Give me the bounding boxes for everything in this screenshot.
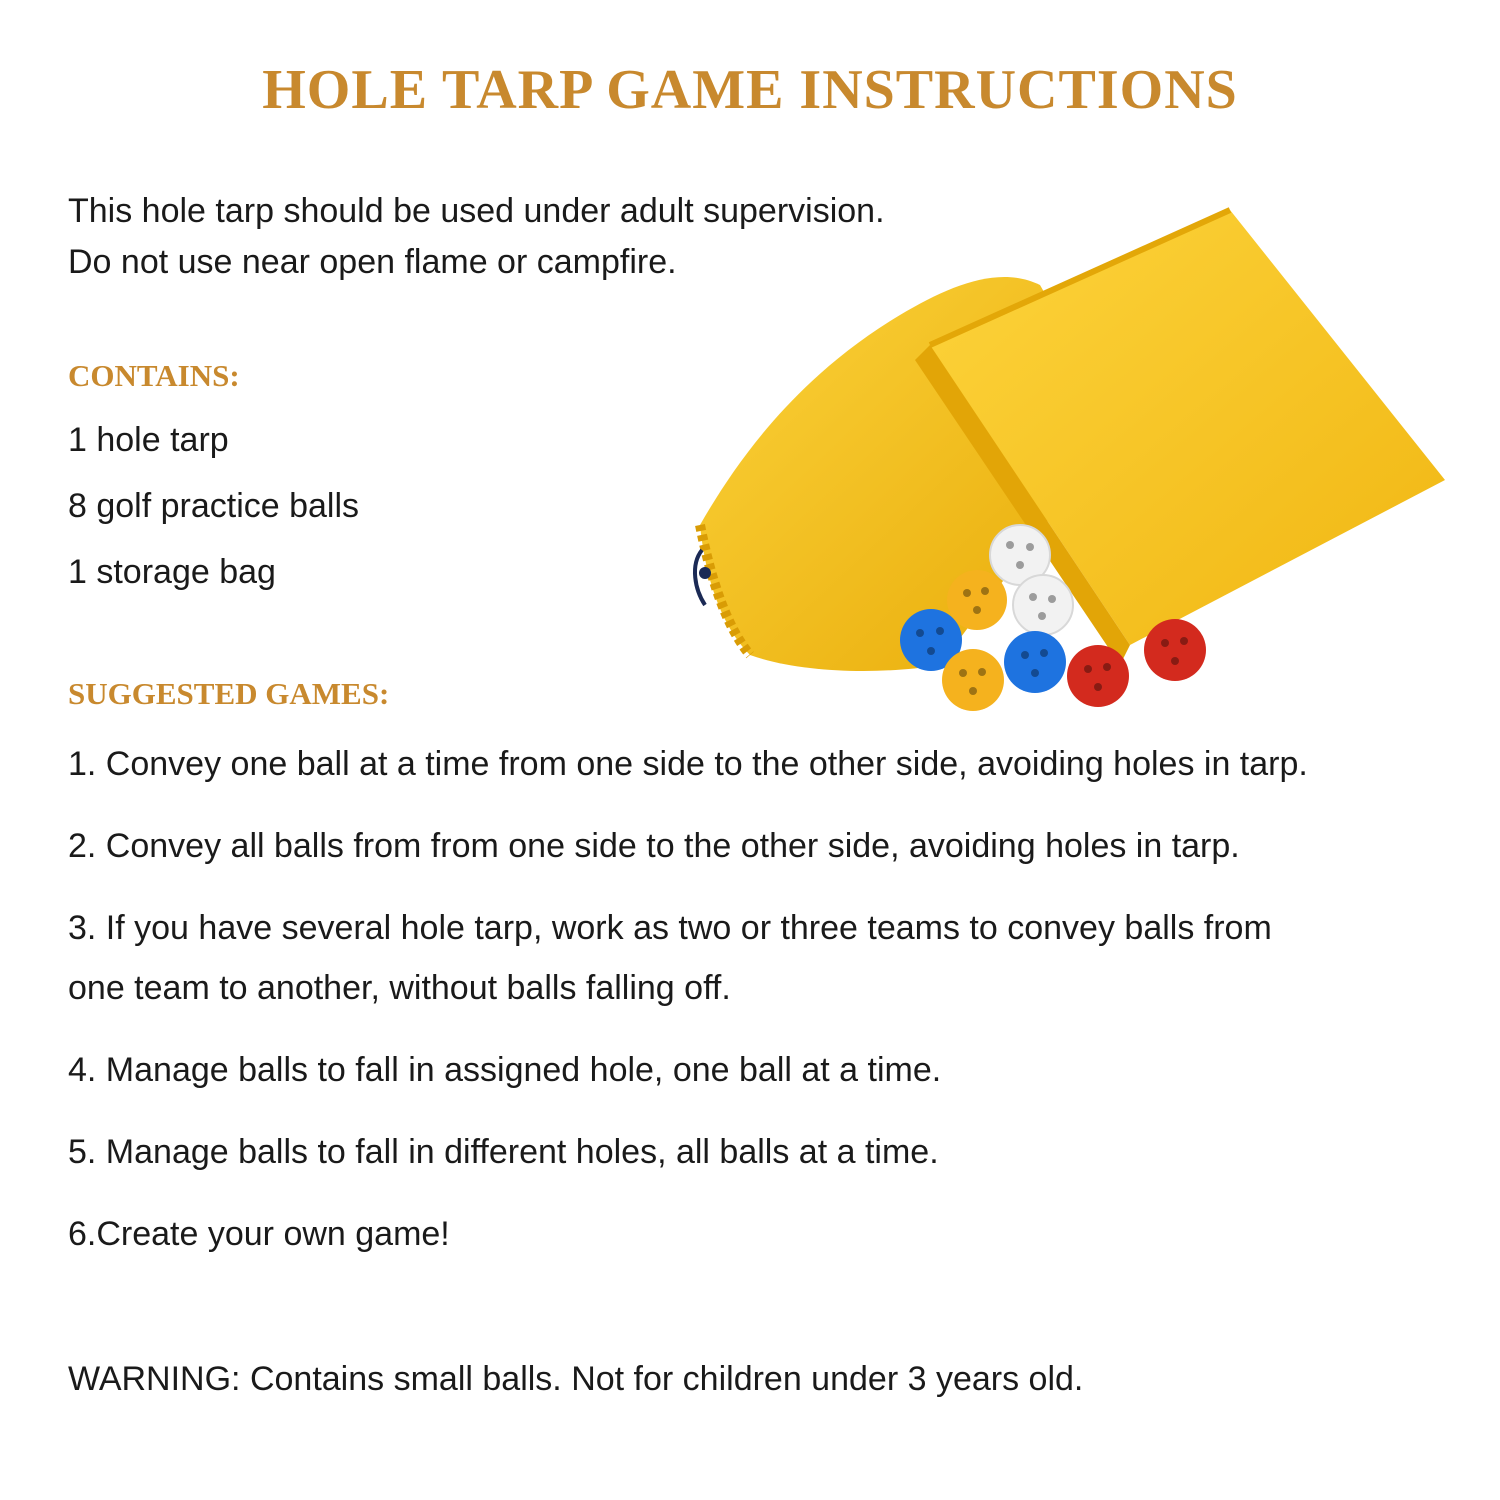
game-item-4: 4. Manage balls to fall in assigned hole, one ball at a time. (68, 1051, 942, 1089)
game-item-6: 6.Create your own game! (68, 1215, 450, 1253)
product-photo (680, 195, 1460, 725)
ball-blue (1004, 631, 1066, 693)
ball-orange (947, 570, 1007, 630)
contains-item-tarp: 1 hole tarp (68, 421, 229, 459)
game-item-5: 5. Manage balls to fall in different holes, all balls at a time. (68, 1133, 939, 1171)
intro-line-2: Do not use near open flame or campfire. (68, 243, 677, 281)
game-item-3: 3. If you have several hole tarp, work as two or three teams to convey balls from one team to another, without balls falling off. (68, 909, 1272, 1007)
ball-red (1067, 645, 1129, 707)
ball-orange (942, 649, 1004, 711)
page-title: HOLE TARP GAME INSTRUCTIONS (262, 59, 1238, 121)
ball-red (1144, 619, 1206, 681)
warning-text: WARNING: Contains small balls. Not for children under 3 years old. (68, 1360, 1084, 1398)
game-item-2: 2. Convey all balls from from one side to the other side, avoiding holes in tarp. (68, 827, 1240, 865)
game-item-1: 1. Convey one ball at a time from one side to the other side, avoiding holes in tarp. (68, 745, 1308, 783)
intro-line-1: This hole tarp should be used under adult supervision. (68, 192, 885, 230)
ball-white (1013, 575, 1073, 635)
contains-item-balls: 8 golf practice balls (68, 487, 360, 525)
bag-cord-toggle (699, 567, 711, 579)
games-heading: SUGGESTED GAMES: (68, 676, 390, 711)
contains-heading: CONTAINS: (68, 358, 240, 393)
contains-item-bag: 1 storage bag (68, 553, 276, 591)
